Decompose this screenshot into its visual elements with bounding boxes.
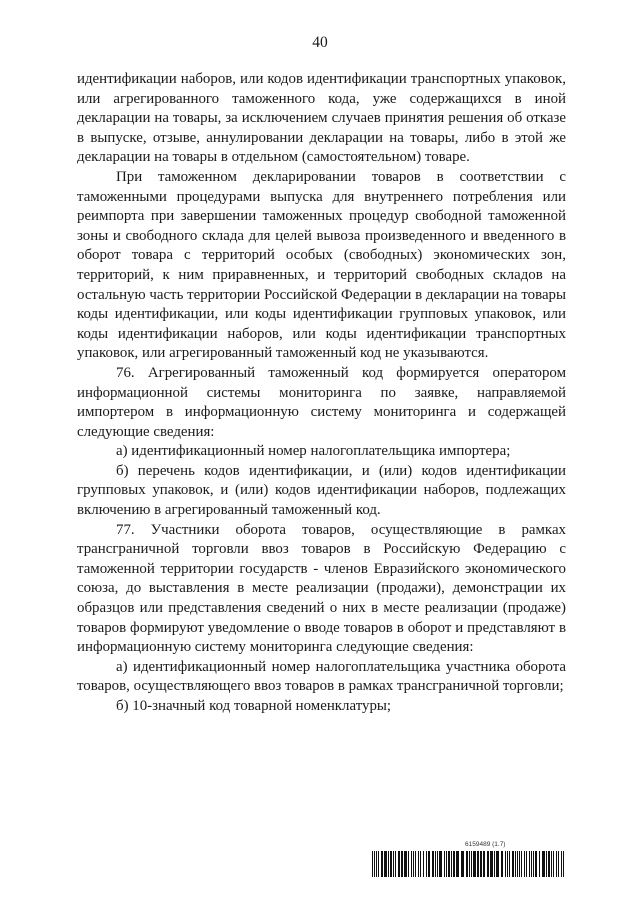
paragraph-77-b: б) 10-значный код товарной номенклатуры;	[116, 698, 392, 714]
paragraph-76-a: а) идентификационный номер налогоплательщика импортера;	[116, 443, 511, 460]
page-number: 40	[312, 34, 328, 51]
document-code: 6159489 (1.7)	[465, 841, 506, 848]
paragraph-continuation: идентификации наборов, или кодов идентификации транспортных упаковок, или агрегированного таможенного кода, уже содержащихся в иной декларации на товары, за исключением случаев принятия решения об отказе в выпуске, отзыве, аннулировании декларации на товары, либо в этой же декларации на товары в отдельном (самостоятельном) товаре.	[77, 71, 566, 166]
paragraph-customs-declaration: При таможенном декларировании товаров в соответствии с таможенными процедурами выпуска для внутреннего потребления или реимпорта при завершении таможенных процедур свободной таможенной зоны и свободного склада для целей вывоза произведенного и введенного в оборот товара с территорий особых (свободных) экономических зон, территорий, к ним приравненных, и территорий свободных складов на остальную часть территории Российской Федерации в декларации на товары коды идентификации, или коды идентификации групповых упаковок, или коды идентификации наборов, или коды идентификации транспортных упаковок, или агрегированный таможенный код не указываются.	[77, 168, 566, 362]
paragraph-77-a: а) идентификационный номер налогоплательщика участника оборота товаров, осуществляющего ввоз товаров в рамках трансграничной торговли;	[77, 658, 566, 695]
barcode-image	[372, 851, 566, 877]
paragraph-76-b: б) перечень кодов идентификации, и (или) кодов идентификации групповых упаковок, и (или) кодов идентификации наборов, подлежащих включению в агрегированный таможенный код.	[77, 462, 566, 519]
paragraph-76: 76. Агрегированный таможенный код формируется оператором информационной системы мониторинга по заявке, направляемой импортером в информационную систему мониторинга и содержащей следующие сведения:	[77, 364, 566, 440]
paragraph-77: 77. Участники оборота товаров, осуществляющие в рамках трансграничной торговли ввоз товаров в Российскую Федерацию с таможенной территории государств - членов Евразийского экономического союза, до выставления в месте реализации (продажи), демонстрации их образцов или представления сведений о них в месте реализации (продаже) товаров формируют уведомление о вводе товаров в оборот и представляют в информационную систему мониторинга следующие сведения:	[77, 521, 566, 656]
document-body	[77, 70, 566, 717]
